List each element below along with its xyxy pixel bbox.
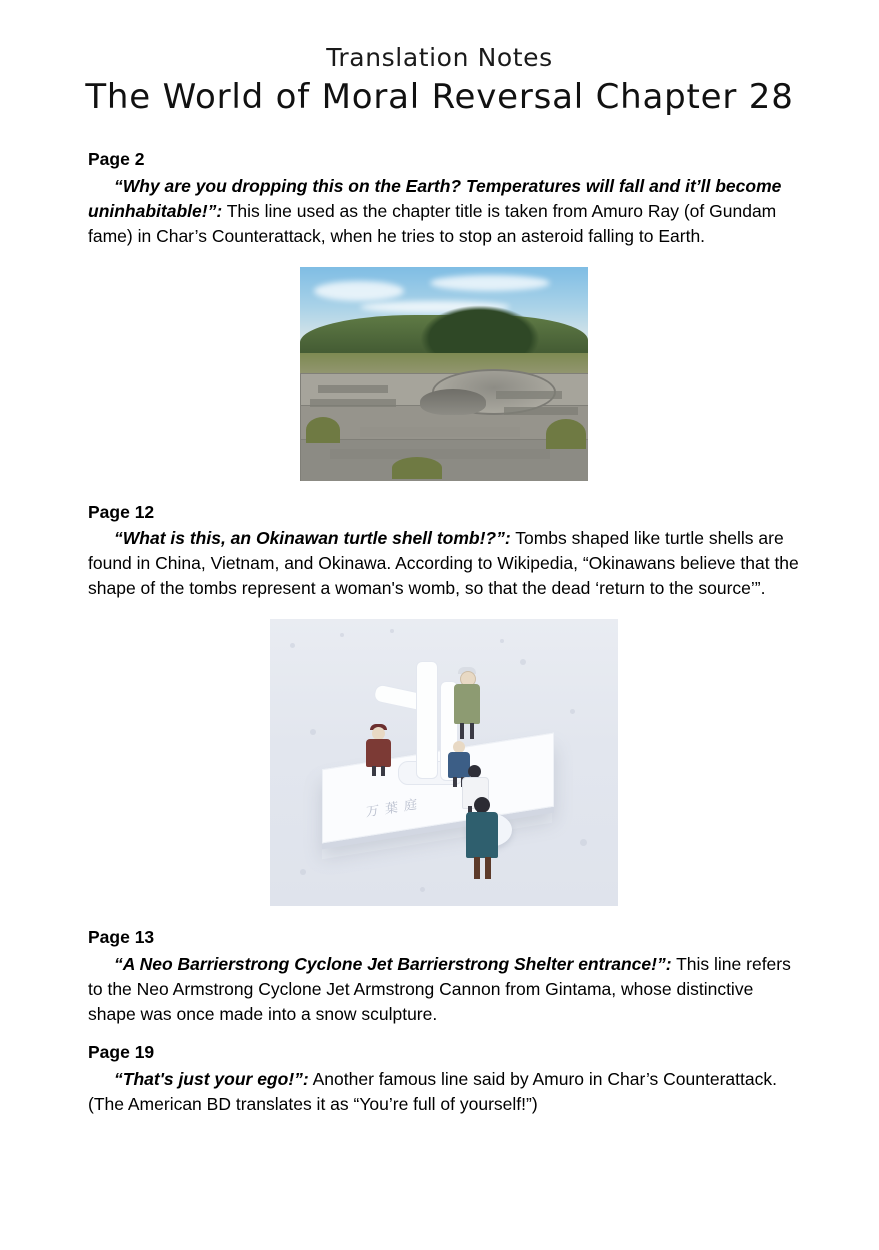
note-paragraph — [88, 526, 799, 601]
treeline-cluster — [420, 305, 540, 353]
sculpture-kanji-text: 万葉庭 — [365, 796, 423, 821]
sculpture-barrel-tall — [416, 661, 438, 779]
note-section-page-2 — [88, 148, 799, 249]
stone-step — [360, 427, 520, 437]
person-body — [454, 684, 480, 724]
snow-speck — [580, 839, 587, 846]
note-body: Tombs shaped like turtle shells are found in China, Vietnam, and Okinawa. According to Wikipedia, “Okinawans believe that the shape of the tombs represent a woman's womb, so that the dead ‘return to the source’”. — [88, 528, 799, 599]
person-leg — [470, 723, 474, 739]
tomb-dome — [420, 389, 486, 415]
snow-speck — [520, 659, 526, 665]
note-body: Another famous line said by Amuro in Char’s Counterattack. (The American BD translates it as “You’re full of yourself!”) — [88, 1068, 777, 1114]
note-paragraph — [88, 952, 799, 1027]
cloud-shape — [430, 275, 550, 291]
stone-step — [318, 385, 388, 393]
snow-speck — [340, 633, 344, 637]
page-label: Page 19 — [88, 1042, 155, 1063]
person-leg — [460, 723, 464, 739]
person-leg — [453, 777, 457, 787]
page-title: The World of Moral Reversal Chapter 28 — [85, 76, 794, 117]
okinawan-turtle-shell-tomb-photo — [300, 267, 588, 481]
stone-step — [330, 449, 550, 459]
note-quote: “A Neo Barrierstrong Cyclone Jet Barrierstrong Shelter entrance!”: — [114, 953, 672, 974]
vegetation — [392, 457, 442, 479]
figure-okinawan-tomb — [88, 267, 799, 481]
notes-content — [58, 148, 821, 1117]
snow-speck — [300, 869, 306, 875]
page-label: Page 12 — [88, 501, 155, 522]
note-body: This line used as the chapter title is taken from Amuro Ray (of Gundam fame) in Char’s Counterattack, when he tries to stop an asteroid falling to Earth. — [88, 200, 777, 246]
stone-step — [504, 407, 578, 415]
stone-step — [496, 391, 562, 399]
person-leg — [381, 766, 385, 776]
page-label: Page 2 — [88, 149, 145, 169]
snow-speck — [500, 639, 504, 643]
document-subtitle: Translation Notes — [326, 43, 553, 72]
vegetation — [546, 419, 586, 449]
stone-step — [310, 399, 396, 407]
note-section-page-13 — [88, 926, 799, 1027]
snow-speck — [390, 629, 394, 633]
person-leg — [372, 766, 376, 776]
title-block — [58, 44, 821, 118]
person-body — [448, 752, 470, 778]
stone-terrace — [300, 439, 588, 481]
person-leg — [474, 857, 480, 879]
person-leg — [485, 857, 491, 879]
note-quote: “Why are you dropping this on the Earth? Temperatures will fall and it’ll become uninhabitable!”: — [88, 175, 782, 221]
person-body — [366, 739, 391, 767]
figure-snow-sculpture — [88, 619, 799, 906]
snow-speck — [290, 643, 295, 648]
snow-speck — [570, 709, 575, 714]
note-paragraph — [88, 1067, 799, 1117]
person-head — [474, 797, 490, 813]
note-section-page-19 — [88, 1041, 799, 1117]
note-body: This line refers to the Neo Armstrong Cyclone Jet Armstrong Cannon from Gintama, whose distinctive shape was once made into a snow sculpture. — [88, 953, 791, 1024]
vegetation — [306, 417, 340, 443]
note-paragraph — [88, 174, 799, 249]
person-body — [466, 812, 498, 858]
snow-speck — [420, 887, 425, 892]
page-label: Page 13 — [88, 927, 155, 948]
note-quote: “That's just your ego!”: — [114, 1068, 309, 1089]
note-section-page-12 — [88, 501, 799, 602]
snow-speck — [310, 729, 316, 735]
note-quote: “What is this, an Okinawan turtle shell tomb!?”: — [114, 528, 511, 549]
cloud-shape — [314, 281, 404, 301]
snow-sculpture-illustration — [270, 619, 618, 906]
